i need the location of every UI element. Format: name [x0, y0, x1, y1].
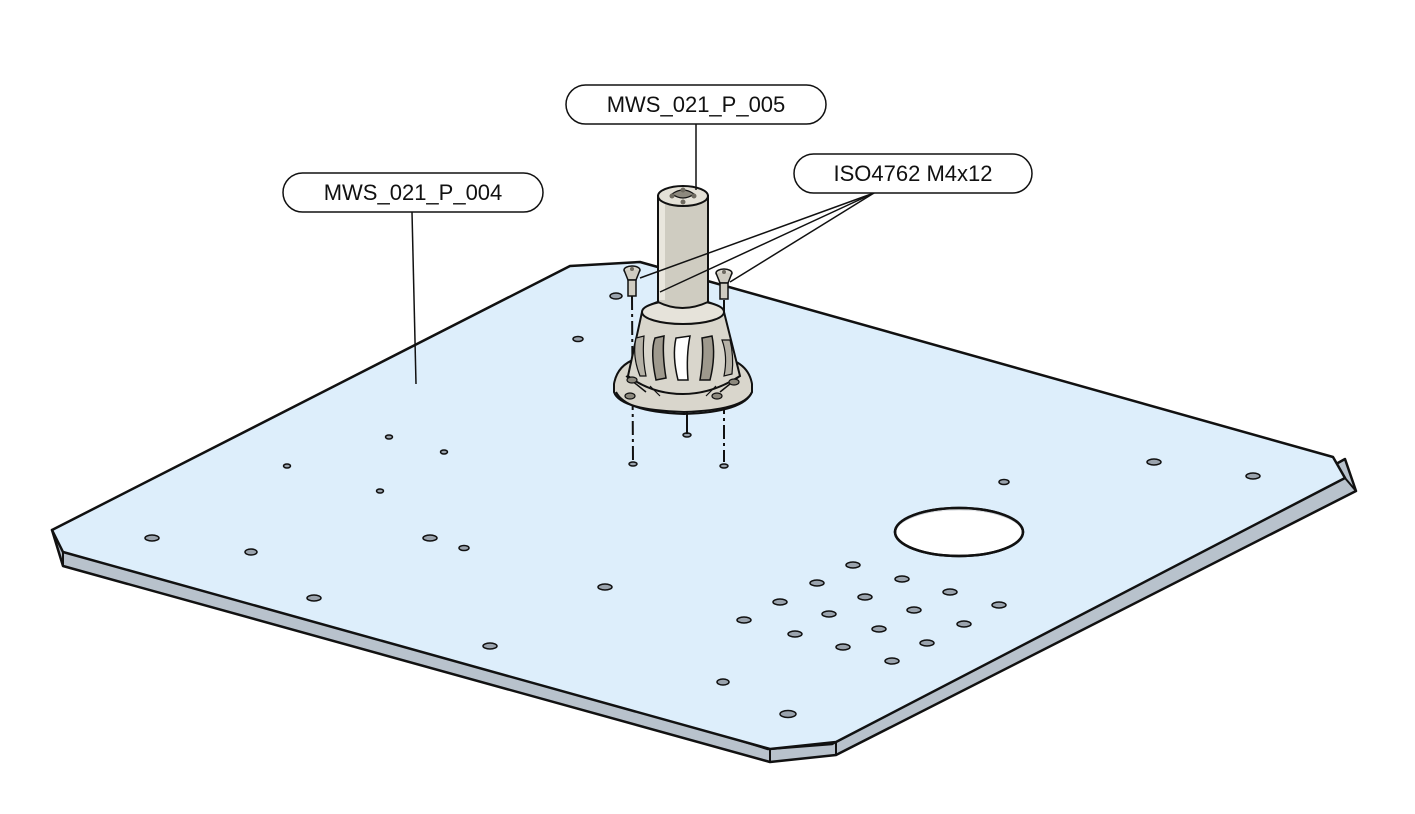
hole	[957, 621, 971, 627]
hole	[737, 617, 751, 623]
callout-post	[566, 85, 826, 124]
hole	[483, 643, 497, 649]
hole	[858, 594, 872, 600]
hole	[788, 631, 802, 637]
hole	[145, 535, 159, 541]
hole	[992, 602, 1006, 608]
callout-plate	[283, 173, 543, 212]
hole	[943, 589, 957, 595]
hole	[907, 607, 921, 613]
hole	[610, 293, 622, 299]
hole	[822, 611, 836, 617]
hole	[885, 658, 899, 664]
callout-post-label: MWS_021_P_005	[606, 92, 786, 117]
hole	[598, 584, 612, 590]
hole	[1246, 473, 1260, 479]
hole	[386, 435, 393, 439]
callout-plate-label: MWS_021_P_004	[323, 180, 503, 205]
hole	[284, 464, 291, 468]
large-cutout	[895, 508, 1023, 556]
hole	[836, 644, 850, 650]
hole	[441, 450, 448, 454]
callout-screws-label: ISO4762 M4x12	[833, 161, 993, 186]
hole	[377, 489, 384, 493]
hole	[573, 337, 583, 342]
callout-screws	[794, 154, 1032, 193]
hole	[773, 599, 787, 605]
hole	[846, 562, 860, 568]
hole	[423, 535, 437, 541]
hole	[999, 480, 1009, 485]
hole	[1147, 459, 1161, 465]
hole	[307, 595, 321, 601]
hole	[459, 546, 469, 551]
hole	[895, 576, 909, 582]
hole	[245, 549, 257, 555]
hole	[920, 640, 934, 646]
hole	[780, 711, 796, 718]
hole	[810, 580, 824, 586]
hole	[717, 679, 729, 685]
hole	[872, 626, 886, 632]
